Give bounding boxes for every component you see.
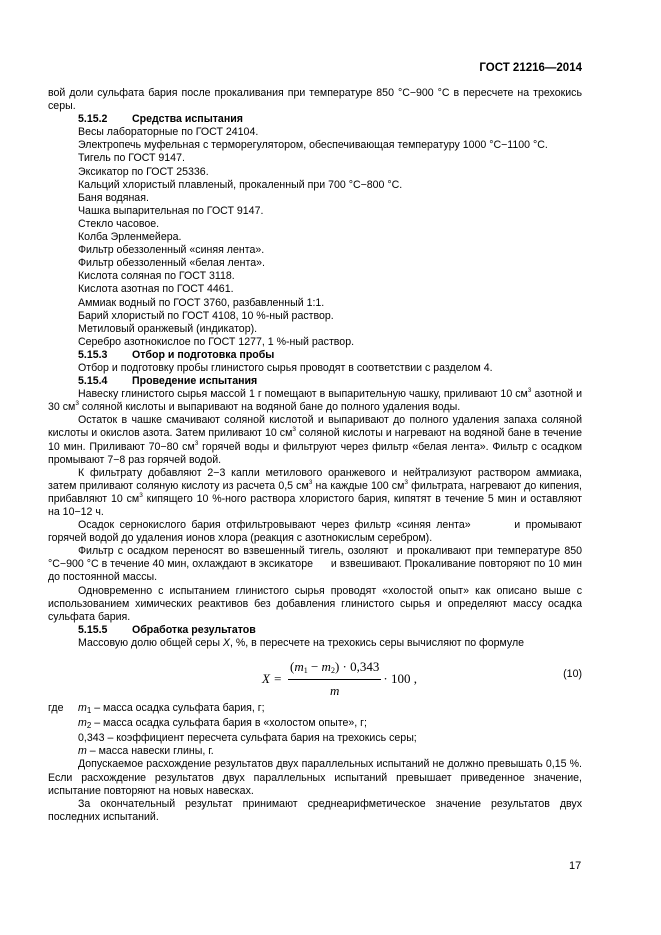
equipment-item: Колба Эрленмейера. (78, 231, 182, 244)
equipment-item: Серебро азотнокислое по ГОСТ 1277, 1 %-ный раствор. (78, 335, 355, 348)
formula-fraction (288, 660, 381, 697)
equipment-item: Фильтр обеззоленный «белая лента». (78, 257, 265, 270)
procedure-paragraph-5: Фильтр с осадком переносят во взвешенный тигель, озоляют и прокаливают при температуре 850 °С−900 °С в течение 40 мин, охлаждают в эксикаторе и взвешивают. Прокаливание повторяют по 10 мин до постоянной массы. (48, 545, 585, 584)
where-label: где (48, 702, 64, 715)
procedure-paragraph-6: Одновременно с испытанием глинистого сырья проводят «холостой опыт» как описано выше с использованием химических реактивов без добавления глинистого сырья и определяют массу осадка сульфата бария. (48, 584, 582, 623)
final-result-paragraph: За окончательный результат принимают среднеарифметическое значение результатов двух последних испытаний. (48, 797, 582, 823)
equipment-item: Барий хлористый по ГОСТ 4108, 10 %-ный раствор. (78, 309, 334, 322)
procedure-paragraph-2: Остаток в чашке смачивают соляной кислотой и выпаривают до полного удаления запаха соляной кислоты и окислов азота. Затем приливают 10 $см^3$ соляной кислоты и нагревают на водяной бане в течение 10 мин. Приливают 70−80 $см^3$ горячей воды и фильтруют через фильтр «белая лента». Фильтр с осадком промывают 7−8 раз горячей водой. (48, 414, 583, 466)
section-number: 5.15.2 (78, 113, 108, 126)
formula-number: (10) (563, 668, 582, 681)
section-number: 5.15.4 (78, 375, 108, 388)
formula-numerator: $(m_1 - m_2) \cdot 0,343$ (288, 660, 381, 680)
equipment-item: Метиловый оранжевый (индикатор). (78, 322, 258, 335)
equipment-item: Весы лабораторные по ГОСТ 24104. (78, 126, 259, 139)
continuation-paragraph: вой доли сульфата бария после прокаливания при температуре 850 °С−900 °С в пересчете на трехокись серы. (48, 87, 582, 113)
formula-intro: Массовую долю общей серы X, %, в пересчете на трехокись серы вычисляют по формуле (78, 636, 525, 649)
where-item: m – масса навески глины, г. (78, 745, 214, 758)
equipment-item: Кислота соляная по ГОСТ 3118. (78, 270, 235, 283)
document-body (48, 87, 585, 824)
equipment-item: Баня водяная. (78, 191, 149, 204)
equipment-item: Аммиак водный по ГОСТ 3760, разбавленный 1:1. (78, 296, 325, 309)
formula-10 (48, 656, 582, 702)
equipment-item: Тигель по ГОСТ 9147. (78, 152, 185, 165)
where-item: где $m_1$ – масса осадка сульфата бария, г; (48, 702, 265, 716)
sampling-paragraph: Отбор и подготовку пробы глинистого сырья проводят в соответствии с разделом 4. (78, 361, 493, 374)
page-number: 17 (569, 860, 582, 872)
equipment-item: Электропечь муфельная с терморегулятором, обеспечивающая температуру 1000 °С−1100 °С. (78, 139, 548, 152)
section-title: Проведение испытания (132, 375, 258, 388)
tolerance-paragraph: Допускаемое расхождение результатов двух параллельных испытаний не должно превышать 0,15 %. Если расхождение результатов двух параллельных испытаний превышает приведенное значение, испытание повторяют на новых навесках. (48, 758, 582, 797)
procedure-paragraph-4: Осадок сернокислого бария отфильтровывают через фильтр «синяя лента» и промывают горячей водой до удаления ионов хлора (реакция с азотнокислым серебром). (48, 519, 585, 545)
section-heading-5-15-4 (48, 375, 582, 388)
where-item: 0,343 – коэффициент пересчета сульфата бария на трехокись серы; (78, 732, 417, 745)
equipment-item: Кислота азотная по ГОСТ 4461. (78, 283, 234, 296)
equipment-item: Чашка выпарительная по ГОСТ 9147. (78, 204, 264, 217)
document-header-id: ГОСТ 21216—2014 (479, 62, 582, 74)
equipment-item: Стекло часовое. (78, 217, 160, 230)
equipment-item: Кальций хлористый плавленый, прокаленный при 700 °С−800 °С. (78, 178, 403, 191)
equipment-item: Эксикатор по ГОСТ 25336. (78, 165, 209, 178)
procedure-paragraph-3: К фильтрату добавляют 2−3 капли метилового оранжевого и нейтрализуют раствором аммиака, затем приливают соляную кислоту из расчета 0,5 $см^3$ на каждые 100 $см^3$ фильтрата, нагревают до кипения, прибавляют 10 $см^3$ кипящего 10 %-ного раствора хлористого бария, кипятят в течение 5 мин и оставляют на 10−12 ч. (48, 466, 582, 518)
section-number: 5.15.5 (78, 623, 108, 636)
where-item: $m_2$ – масса осадка сульфата бария в «холостом опыте», г; (78, 717, 367, 731)
section-title: Обработка результатов (132, 623, 256, 636)
section-heading-5-15-2 (48, 113, 582, 126)
section-heading-5-15-3 (48, 349, 582, 362)
formula-denominator: m (329, 683, 340, 699)
procedure-paragraph-1: Навеску глинистого сырья массой 1 г помещают в выпарительную чашку, приливают 10 $см^3$ азотной и 30 $см^3$ соляной кислоты и выпаривают на водяной бане до полного удаления воды. (48, 387, 582, 414)
section-title: Средства испытания (132, 113, 243, 126)
equipment-item: Фильтр обеззоленный «синяя лента». (78, 244, 265, 257)
section-title: Отбор и подготовка пробы (132, 348, 275, 361)
section-number: 5.15.3 (78, 348, 108, 361)
formula-expression: X = $\frac{(m_1 - m_2) \cdot 0,343}{m}$ · 100 , (262, 659, 417, 699)
section-heading-5-15-5 (48, 624, 582, 637)
